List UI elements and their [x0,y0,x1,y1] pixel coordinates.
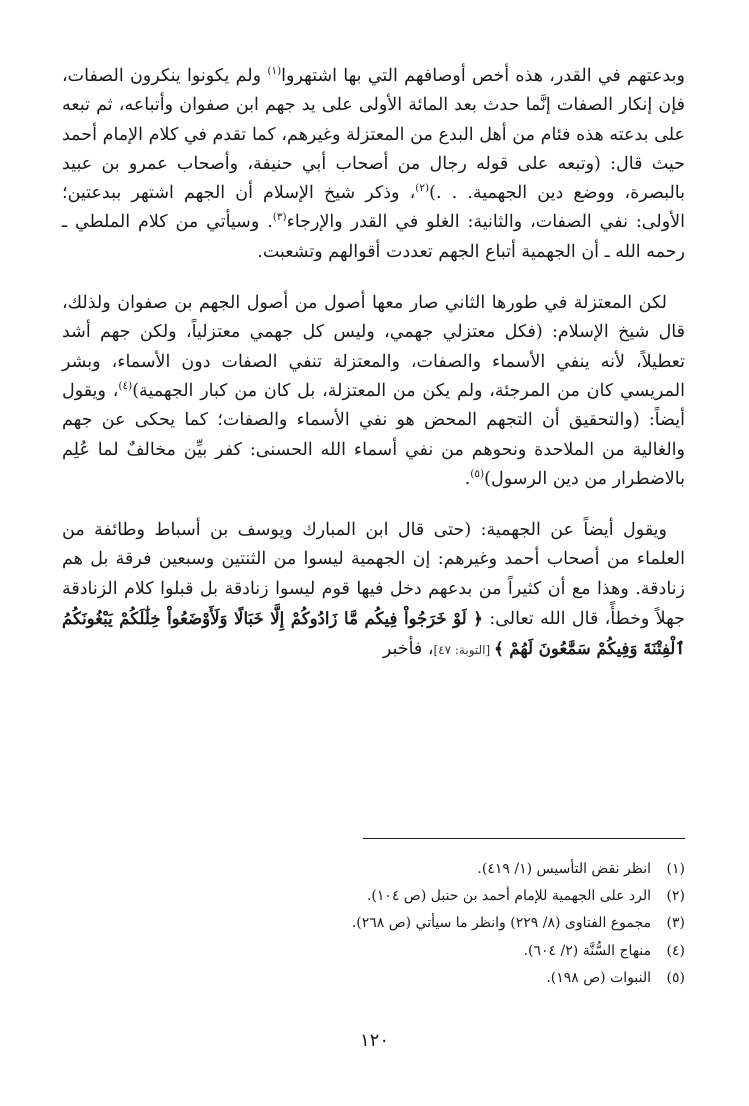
paragraph-text: وبدعتهم في القدر، هذه أخص أوصافهم التي بها اشتهروا [281,66,686,86]
paragraph-text: ويقول أيضاً عن الجهمية: (حتى قال ابن المبارك ويوسف بن أسباط وطائفة من العلماء من أصحاب أحمد وغيرهم: إن الجهمية ليسوا من الثنتين وسبعين فرقة بل هم زنادقة. وهذا مع أن كثيراً من بدعهم دخل فيها قوم ليسوا زنادقة بل قبلوا كلام الزنادقة جهلاً وخطأً، قال الله تعالى: [62,520,685,630]
footnotes-list [62,856,685,992]
footnote-number: (١) [666,861,685,877]
paragraph-text: ، فأخبر [382,639,434,660]
footnote-number: (٣) [666,915,685,932]
footnote-marker: (٢) [415,182,430,195]
footnote-separator [363,838,685,839]
paragraph-text: . [464,468,471,489]
footnote-number: (٥) [666,969,685,986]
paragraph-2 [62,289,685,494]
page-number: ١٢٠ [359,1030,389,1051]
paragraph-text: ، وذكر شيخ الإسلام أن الجهم اشتهر ببدعتين؛ الأولى: نفي الصفات، والثانية: الغلو في القدر والإرجاء [62,183,685,233]
footnote-marker: (١) [267,65,282,78]
paragraph-text: . وسيأتي من كلام الملطي ـ رحمه الله ـ أن الجهمية أتباع الجهم تعددت أقوالهم وتشعبت. [62,212,685,262]
footnote-number: (٢) [666,888,685,905]
footnote-item [62,965,685,992]
paragraph-text: لكن المعتزلة في طورها الثاني صار معها أصول من أصول الجهم بن صفوان ولذلك، قال شيخ الإسلام: (فكل معتزلي جهمي، وليس كل جهمي معتزلياً، ولكن جهم أشد تعطيلاً، لأنه ينفي الأسماء والصفات، والمعتزلة تنفي الصفات دون الأسماء، وبشر المريسي كان من المرجئة، ولم يكن من المعتزلة، بل كان من كبار الجهمية) [62,293,685,401]
verse-reference: [التوبة: ٤٧] [433,643,494,658]
footnote-item [62,910,685,937]
paragraph-text: ولم يكونوا ينكرون الصفات، فإن إنكار الصفات إنَّما حدث بعد المائة الأولى على يد جهم ابن صفوان وأتباعه، ثم تبعه على بدعته هذه فئام من أهل البدع من المعتزلة وغيرهم، كما تقدم في كلام الإمام أحمد حيث قال: (وتبعه على قوله رجال من أصحاب أبي حنيفة، وأصحاب عمرو بن عبيد بالبصرة، ووضع دين الجهمية. . .) [62,66,685,204]
footnote-marker: (٣) [272,211,287,224]
paragraph-1 [62,62,685,267]
footnote-text: انظر نقض التأسيس (١/ ٤١٩). [477,861,651,877]
footnote-item [62,883,685,910]
footnote-text: منهاج السُّنَّة (٢/ ٦٠٤). [523,942,651,959]
footnote-number: (٤) [666,942,685,959]
footnote-text: النبوات (ص ١٩٨). [546,969,651,986]
paragraph-3 [62,516,685,665]
main-text [62,62,685,666]
footnote-marker: (٤) [118,380,133,393]
footnote-marker: (٥) [470,468,485,481]
paragraph-text: ، ويقول أيضاً: (والتحقيق أن التجهم المحض هو نفي الأسماء والصفات؛ كما يحكى عن جهم والغالية من الملاحدة ونحوهم من نفي أسماء الله الحسنى: كفر بيِّن مخالفٌ لما عُلِم بالاضطرار من دين الرسول) [62,380,685,489]
quran-verse: ﴿ لَوْ خَرَجُواْ فِيكُم مَّا زَادُوكُمْ إِلَّا خَبَالًا وَلَأَوْضَعُواْ خِلَٰلَكُمْ يَبْغُونَكُمُ ٱلْفِتْنَةَ وَفِيكُمْ سَمَّٰعُونَ لَهُمْ ﴾ [62,609,685,659]
footnote-text: الرد على الجهمية للإمام أحمد بن حنبل (ص ١٠٤). [366,888,651,905]
footnote-item [62,938,685,965]
footnote-item [62,856,685,883]
footnote-text: مجموع الفتاوى (٨/ ٢٢٩) وانظر ما سيأتي (ص ٢٦٨). [351,915,651,932]
